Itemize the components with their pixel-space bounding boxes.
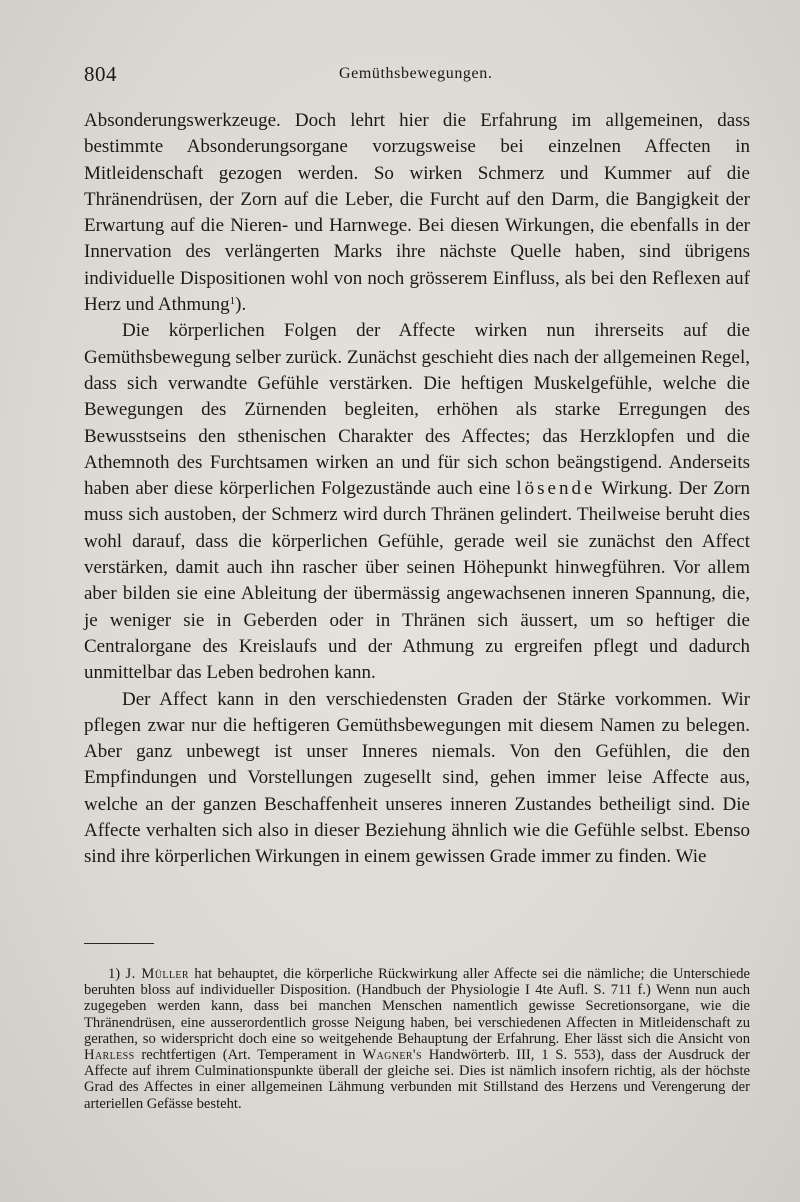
paragraph-1-text: Absonderungswerkzeuge. Doch lehrt hier die Erfahrung im allgemeinen, dass bestimmte Absonderungsorgane vorzugsweise bei einzelnen Affecten in Mitleidenschaft gezogen werden. So wirken Schmerz und Kummer auf die Thränendrüsen, der Zorn auf die Leber, die Furcht auf den Darm, die Bangigkeit der Erwartung auf die Nieren- und Harnwege. Bei diesen Wirkungen, die ebenfalls in der Innervation des verlängerten Marks ihre nächste Quelle haben, sind übrigens individuelle Dispositionen wohl von noch grösserem Einfluss, als bei den Reflexen auf Herz und Athmung	[84, 110, 750, 316]
page-header	[84, 62, 750, 88]
footnote-reference[interactable]: 1	[229, 295, 236, 308]
paragraph-2	[84, 318, 750, 686]
footnote-marker: 1)	[108, 966, 121, 982]
footnote-author-mueller: J. Müller	[125, 966, 189, 982]
footnote	[84, 966, 750, 1112]
running-head: Gemüthsbewegungen.	[339, 65, 493, 82]
footnote-text-1: hat behauptet, die körperliche Rückwirkung aller Affecte sei die nämliche; die Unterschiede beruhten bloss auf individueller Disposition. (Handbuch der Physiologie I 4te Aufl. S. 711 f.) Wenn nun auch zugegeben werden kann, dass bei manchen Menschen namentlich gewisse Secretionsorgane, wie die Thränendrüsen, eine ausserordentlich grosse Neigung haben, bei verschiedenen Affecten in Mitleidenschaft zu gerathen, so widerspricht doch eine so weitgehende Behauptung der Erfahrung. Eher lässt sich die Ansicht von	[84, 966, 750, 1047]
page-number: 804	[84, 62, 117, 86]
emphasized-word: lösende	[516, 478, 596, 500]
footnote-text-3: Handwörterb. III, 1 S. 553), dass der Ausdruck der Affecte auf ihrem Culminationspunkte überall der gleiche sei. Dies ist nämlich insofern richtig, als der höchste Grad des Affectes in einer allgemeinen Lähmung verbunden mit Stillstand des Herzens und Verengerung der arteriellen Gefässe besteht.	[84, 1047, 750, 1112]
footnote-author-harless: Harless	[84, 1047, 135, 1064]
paragraph-2-text-a: Die körperlichen Folgen der Affecte wirken nun ihrerseits auf die Gemüthsbewegung selber zurück. Zunächst geschieht dies nach der allgemeinen Regel, dass sich verwandte Gefühle verstärken. Die heftigen Muskelgefühle, welche die Bewegungen des Zürnenden begleiten, erhöhen als starke Erregungen des Bewusstseins den sthenischen Charakter des Affectes; das Herzklopfen und die Athemnoth des Furchtsamen wirken an und für sich schon beängstigend. Anderseits haben aber diese körperlichen Folgezustände auch eine	[84, 320, 750, 500]
paragraph-1	[84, 108, 750, 318]
paragraph-1-end: ).	[235, 294, 247, 316]
paragraph-3-text: Der Affect kann in den verschiedensten Graden der Stärke vorkommen. Wir pflegen zwar nur die heftigeren Gemüthsbewegungen mit diesem Namen zu belegen. Aber ganz unbewegt ist unser Inneres niemals. Von den Gefühlen, die den Empfindungen und Vorstellungen zugesellt sind, gehen immer leise Affecte aus, welche an der ganzen Beschaffenheit unseres inneren Zustandes betheiligt sind. Die Affecte verhalten sich also in dieser Beziehung ähnlich wie die Gefühle selbst. Ebenso sind ihre körperlichen Wirkungen in einem gewissen Grade immer zu finden. Wie	[84, 688, 750, 868]
body-text	[84, 108, 750, 871]
paragraph-2-text-b: Wirkung. Der Zorn muss sich austoben, der Schmerz wird durch Thränen gelindert. Theilweise beruht dies wohl darauf, dass die körperlichen Gefühle, gerade weil sie zunächst den Affect verstärken, damit auch ihn rascher über seinen Höhepunkt hinwegführen. Vor allem aber bilden sie eine Ableitung der übermässig angewachsenen inneren Spannung, die, je weniger sie in Geberden oder in Thränen sich äussert, um so heftiger die Centralorgane des Kreislaufs und der Athmung zu ergreifen pflegt und dadurch unmittelbar das Leben bedrohen kann.	[84, 478, 750, 684]
paragraph-3	[84, 687, 750, 871]
footnote-author-wagner: Wagner's	[362, 1047, 422, 1064]
footnote-text-2: rechtfertigen (Art. Temperament in	[141, 1047, 356, 1064]
footnote-divider	[84, 943, 154, 944]
